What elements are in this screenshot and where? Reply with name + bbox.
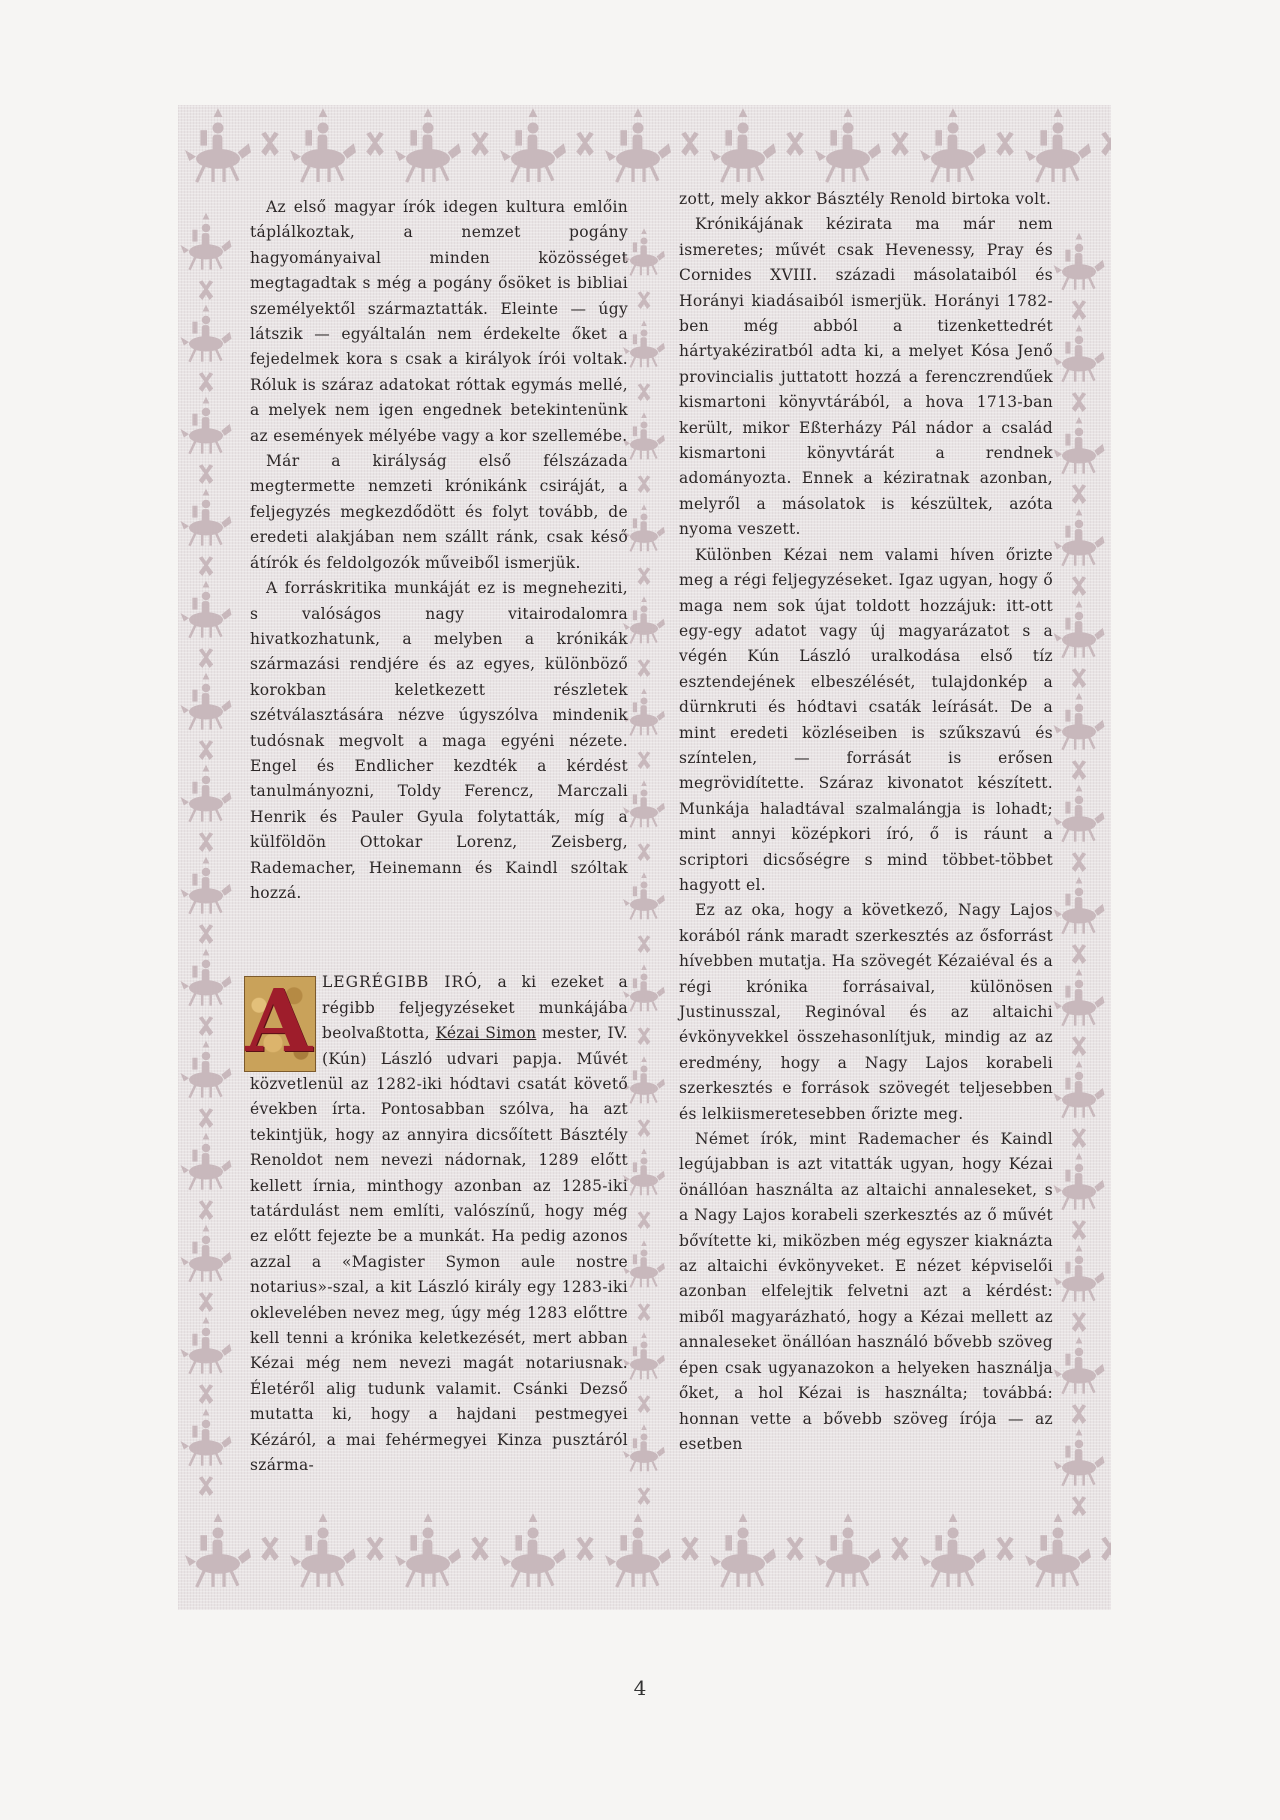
right-text-column (679, 187, 1053, 1457)
crest-motif (638, 383, 651, 401)
crest-motif (786, 1537, 804, 1561)
rider-motif (623, 964, 665, 1011)
crest-motif (638, 935, 651, 953)
crest-motif (1072, 1220, 1086, 1240)
rider-motif (1054, 969, 1105, 1027)
rider-motif (185, 108, 251, 183)
page-number: 4 (633, 1676, 647, 1700)
crest-motif (199, 1016, 213, 1036)
rider-motif (395, 108, 461, 183)
rider-motif (710, 108, 776, 183)
text-run: a ki ezeket a régibb feljegyzéseket munkájába beolvaßtotta, (322, 973, 629, 1043)
rider-motif (500, 1513, 566, 1588)
crest-motif (261, 132, 279, 156)
rider-motif (623, 872, 665, 919)
rider-motif (623, 412, 665, 459)
crest-motif (638, 1211, 651, 1229)
crest-motif (199, 1200, 213, 1220)
crest-motif (576, 132, 594, 156)
rider-motif (1054, 417, 1105, 475)
crest-motif (1072, 760, 1086, 780)
paragraph: Krónikájának kézirata ma már nem ismeretes; művét csak Hevenessy, Pray és Cornides XVIII. századi másolataiból és Horányi kiadásaiból ismerjük. Horányi 1782-ben még abból a tizenkettedrét hártyakéziratból adta ki, a melyet Kósa Jenő provincialis juttatott hozzá a ferenczrendűek kismartoni könyvtárából, a hova 1713-ban került, mikor Eßterházy Pál nádor a család kismartoni könyvtárát a rendnek adományozta. Ennek a kéziratnak azonban, melyről a másolatok is készültek, azóta nyoma veszett. (679, 215, 1053, 539)
rider-motif (181, 397, 232, 455)
rider-motif (181, 673, 232, 731)
rider-motif (1054, 233, 1105, 291)
rider-motif (1054, 693, 1105, 751)
crest-motif (638, 567, 651, 585)
crest-motif (1101, 132, 1111, 156)
crest-motif (638, 1395, 651, 1413)
crest-motif (891, 132, 909, 156)
crest-motif (638, 751, 651, 769)
crest-motif (576, 1537, 594, 1561)
crest-motif (199, 1384, 213, 1404)
rider-motif (181, 1041, 232, 1099)
crest-motif (366, 132, 384, 156)
paragraph: zott, mely akkor Básztély Renold birtoka volt. (679, 190, 1052, 208)
rider-motif (1054, 601, 1105, 659)
crest-motif (1072, 300, 1086, 320)
rider-motif (623, 780, 665, 827)
crest-motif (1072, 852, 1086, 872)
illuminated-initial (244, 971, 314, 1073)
text-run: mester, IV. (Kún) László udvari papja. Művét közvetlenül az 1282-iki hódtavi csatát követő években írta. Pontosabban szólva, ha azt tekintjük, hogy az annyira dicsőített Básztély Renoldot nem nevezi nádornak, 1289 előtt kellett írnia, minthogy azonban az 1285-iki tatárdulást nem említi, valószínű, hogy még ez előtt fejezte be a munkát. Ha pedig azonos azzal a «Magister Symon aule nostre notarius»-szal, a kit László király egy 1283-iki oklevelében nevez meg, úgy még 1283 előttre kell tenni a krónika keletkezését, mert abban Kézai még nem nevezi magát notariusnak. Életéről alig tudunk valamit. Csánki Dezső mutatta ki, hogy a hajdani pestmegyei Kézáról, a mai fehérmegyei Kinza pusztáról szárma- (250, 1024, 628, 1475)
rider-motif (181, 305, 232, 363)
crest-motif (199, 280, 213, 300)
rider-motif (1054, 785, 1105, 843)
rider-motif (623, 1148, 665, 1195)
left-text-column (245, 195, 629, 1479)
illustrated-text-panel (178, 105, 1111, 1610)
rider-motif (181, 1317, 232, 1375)
crest-motif (199, 924, 213, 944)
crest-motif (638, 659, 651, 677)
rider-motif (623, 504, 665, 551)
crest-motif (199, 832, 213, 852)
drop-cap-letter: A (245, 971, 313, 1073)
rider-motif (290, 108, 356, 183)
crest-motif (1072, 1036, 1086, 1056)
rider-motif (623, 1332, 665, 1379)
rider-motif (1054, 1429, 1105, 1487)
rider-motif (605, 1513, 671, 1588)
chapter-opening-paragraph (245, 970, 629, 1478)
crest-motif (199, 556, 213, 576)
rider-motif (623, 320, 665, 367)
rider-motif (181, 489, 232, 547)
rider-motif (181, 1225, 232, 1283)
rider-motif (623, 1424, 665, 1471)
rider-motif (181, 1133, 232, 1191)
rider-motif (1054, 1337, 1105, 1395)
rider-motif (623, 1056, 665, 1103)
crest-motif (199, 1292, 213, 1312)
crest-motif (1072, 392, 1086, 412)
crest-motif (199, 372, 213, 392)
crest-motif (1101, 1537, 1111, 1561)
opening-smallcaps: LEGRÉGIBB IRÓ, (322, 973, 483, 992)
paragraph: A forráskritika munkáját ez is megneheziti, s valóságos nagy vitairodalomra hivatkozhatunk, a melyben a krónikák származási rendjére és az egyes, különböző korokban keletkezett részletek szétválasztására nézve úgyszólva mindenik tudósnak megvolt a maga egyéni nézete. Engel és Endlicher kezdték a kérdést tanulmányozni, Toldy Ferencz, Marczali Henrik és Pauler Gyula folytatták, míg a külföldön Ottokar Lorenz, Zeisberg, Rademacher, Heinemann és Kaindl szóltak hozzá. (250, 579, 628, 902)
rider-motif (181, 1409, 232, 1467)
rider-motif (1054, 325, 1105, 383)
paragraph: Az első magyar írók idegen kultura emlőin táplálkoztak, a nemzet pogány hagyományaival minden közösséget megtagadtak s még a pogány ősöket is bibliai személyektől származtatták. Eleinte — úgy látszik — egyáltalán nem érdekelte őket a fejedelmek kora s csak a királyok írói voltak. Róluk is száraz adatokat róttak egymás mellé, a melyek nem igen engednek betekintenünk az események mélyébe vagy a kor szellemébe. (250, 198, 628, 445)
rider-motif (815, 108, 881, 183)
rider-motif (395, 1513, 461, 1588)
crest-motif (261, 1537, 279, 1561)
rider-motif (181, 213, 232, 271)
rider-motif (623, 596, 665, 643)
crest-motif (1072, 1496, 1086, 1516)
crest-motif (1072, 944, 1086, 964)
rider-motif (1054, 1245, 1105, 1303)
crest-motif (1072, 576, 1086, 596)
rider-motif (1025, 1513, 1091, 1588)
crest-motif (996, 132, 1014, 156)
crest-motif (199, 464, 213, 484)
crest-motif (471, 132, 489, 156)
paragraph: Különben Kézai nem valami híven őrizte meg a régi feljegyzéseket. Igaz ugyan, hogy ő maga nem sok újat toldott hozzájuk: itt-ott egy-egy adatot vagy új magyarázatot s a végén Kún László uralkodása első tíz esztendejének elbeszélését, tulajdonkép a dürnkruti és hódtavi csaták leírását. De a mint eredeti közléseiben is szűkszavú és színtelen, — forrását is erősen megrövidítette. Száraz kivonatot készített. Munkája haladtával szalmalángja is lohadt; mint annyi középkori író, ő is ráunt a scriptori dicsőségre s mind többet-többet hagyott el. (679, 545, 1053, 894)
rider-motif (1054, 1061, 1105, 1119)
crest-motif (199, 648, 213, 668)
crest-motif (638, 1487, 651, 1505)
paragraph: Már a királyság első félszázada megtermette nemzeti krónikánk csiráját, a feljegyzés megkezdődött és folyt tovább, de eredeti alakjában nem szállt ránk, csak késő átírók és feldolgozók műveiből ismerjük. (250, 452, 628, 572)
rider-motif (920, 1513, 986, 1588)
crest-motif (786, 132, 804, 156)
paragraph: Ez az oka, hogy a következő, Nagy Lajos korából ránk maradt szerkesztés az ősforrást hívebben mutatja. Ha szövegét Kézaiéval és a régi krónika forrásaival, különösen Justinusszal, Reginóval és az altaichi évkönyvekkel összehasonlítjuk, mindig az az eredmény, hogy a Nagy Lajos korabeli szerkesztés e források szövegét teljesebben és lelkiismeretesebben őrizte meg. (679, 901, 1053, 1123)
crest-motif (681, 1537, 699, 1561)
crest-motif (891, 1537, 909, 1561)
author-name-link[interactable]: Kézai Simon (435, 1024, 537, 1043)
rider-motif (623, 688, 665, 735)
crest-motif (1072, 484, 1086, 504)
rider-motif (181, 765, 232, 823)
rider-motif (290, 1513, 356, 1588)
crest-motif (199, 1476, 213, 1496)
crest-motif (1072, 1312, 1086, 1332)
crest-motif (1072, 1128, 1086, 1148)
crest-motif (199, 1108, 213, 1128)
crest-motif (681, 132, 699, 156)
crest-motif (638, 1119, 651, 1137)
crest-motif (471, 1537, 489, 1561)
crest-motif (199, 740, 213, 760)
rider-motif (185, 1513, 251, 1588)
rider-motif (710, 1513, 776, 1588)
crest-motif (1072, 1404, 1086, 1424)
crest-motif (996, 1537, 1014, 1561)
crest-motif (638, 1303, 651, 1321)
rider-motif (181, 581, 232, 639)
paragraph: Német írók, mint Rademacher és Kaindl legújabban is azt vitatták ugyan, hogy Kézai önállóan használta az altaichi annaleseket, s a Nagy Lajos korabeli szerkesztés az ő művét bővítette ki, miközben még egyszer kiaknázta az altaichi évkönyveket. E nézet képviselői azonban elfelejtik felvetni azt a kérdést: miből magyarázható, hogy a Kézai mellett az annaleseket önállóan használó bővebb szöveg épen csak ugyanazokon a helyeken használja őket, a hol Kézai is használta; továbbá: honnan vette a bővebb szöveg írója — az esetben (679, 1130, 1053, 1453)
crest-motif (638, 475, 651, 493)
crest-motif (366, 1537, 384, 1561)
crest-motif (638, 291, 651, 309)
rider-motif (1025, 108, 1091, 183)
rider-motif (623, 228, 665, 275)
rider-motif (605, 108, 671, 183)
rider-motif (920, 108, 986, 183)
rider-motif (1054, 1153, 1105, 1211)
rider-motif (1054, 877, 1105, 935)
rider-motif (623, 1240, 665, 1287)
rider-motif (181, 949, 232, 1007)
rider-motif (181, 857, 232, 915)
crest-motif (1072, 668, 1086, 688)
rider-motif (1054, 509, 1105, 567)
crest-motif (638, 843, 651, 861)
rider-motif (500, 108, 566, 183)
rider-motif (815, 1513, 881, 1588)
crest-motif (638, 1027, 651, 1045)
